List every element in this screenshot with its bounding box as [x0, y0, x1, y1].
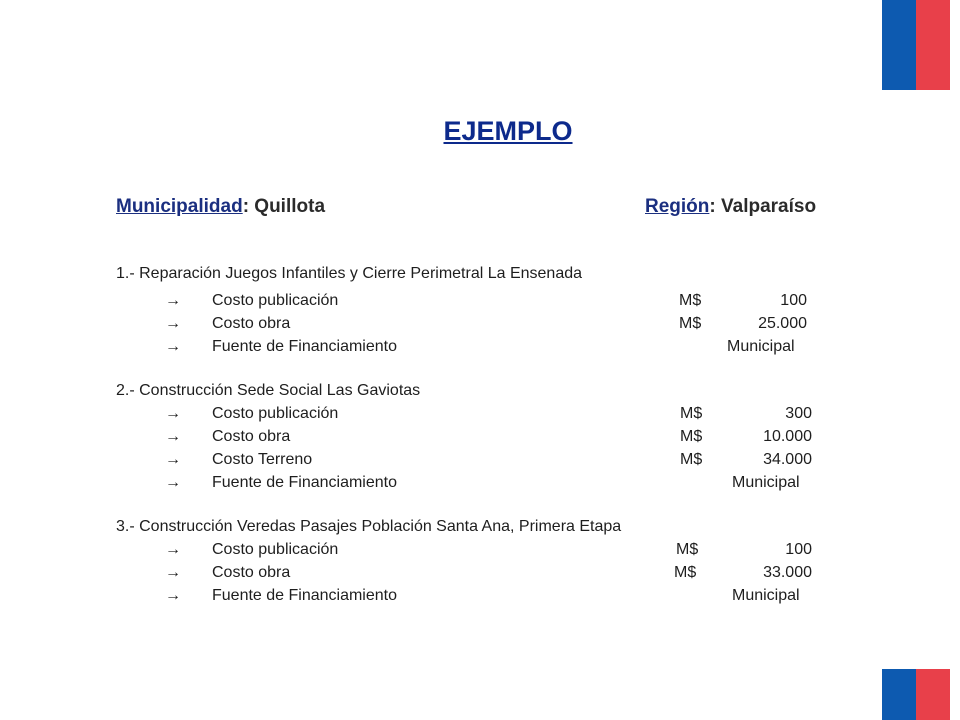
arrow-icon: → — [165, 292, 181, 309]
arrow-icon: → — [165, 587, 181, 604]
cost-label: Costo Terreno — [212, 451, 313, 468]
flag-stripe-bottom — [882, 669, 950, 720]
funding-value: Municipal — [732, 474, 800, 491]
arrow-icon: → — [165, 315, 181, 332]
arrow-icon: → — [165, 338, 181, 355]
region-label: Región — [645, 196, 710, 217]
funding-label: Fuente de Financiamiento — [212, 474, 397, 491]
project-title: 2.- Construcción Sede Social Las Gaviotas — [116, 382, 421, 399]
cost-label: Costo publicación — [212, 405, 339, 422]
cost-currency: M$ — [680, 428, 703, 445]
flag-blue-band — [882, 0, 916, 90]
cost-label: Costo publicación — [212, 541, 339, 558]
funding-value: Municipal — [727, 338, 795, 355]
flag-red-band — [916, 669, 950, 720]
region-header — [645, 196, 816, 218]
arrow-icon: → — [165, 541, 181, 558]
arrow-icon: → — [165, 474, 181, 491]
page-title: EJEMPLO — [443, 116, 573, 146]
funding-label: Fuente de Financiamiento — [212, 587, 397, 604]
municipality-value: : Quillota — [242, 196, 326, 217]
cost-currency: M$ — [676, 541, 699, 558]
funding-label: Fuente de Financiamiento — [212, 338, 397, 355]
cost-currency: M$ — [679, 292, 702, 309]
arrow-icon: → — [165, 451, 181, 468]
region-value: : Valparaíso — [709, 196, 817, 217]
cost-label: Costo publicación — [212, 292, 339, 309]
cost-label: Costo obra — [212, 564, 291, 581]
cost-value: 33.000 — [763, 564, 812, 581]
cost-value: 100 — [780, 292, 807, 309]
municipality-header — [116, 196, 325, 218]
cost-value: 34.000 — [763, 451, 812, 468]
flag-red-band — [916, 0, 950, 90]
arrow-icon: → — [165, 428, 181, 445]
cost-currency: M$ — [680, 451, 703, 468]
cost-currency: M$ — [679, 315, 702, 332]
cost-value: 100 — [785, 541, 812, 558]
cost-currency: M$ — [680, 405, 703, 422]
cost-value: 25.000 — [758, 315, 807, 332]
cost-label: Costo obra — [212, 315, 291, 332]
municipality-label: Municipalidad — [116, 196, 243, 217]
cost-currency: M$ — [674, 564, 697, 581]
flag-blue-band — [882, 669, 916, 720]
arrow-icon: → — [165, 405, 181, 422]
project-title: 1.- Reparación Juegos Infantiles y Cierre Perimetral La Ensenada — [116, 265, 583, 282]
flag-stripe-top — [882, 0, 950, 90]
funding-value: Municipal — [732, 587, 800, 604]
project-title: 3.- Construcción Veredas Pasajes Población Santa Ana, Primera Etapa — [116, 518, 622, 535]
arrow-icon: → — [165, 564, 181, 581]
cost-value: 300 — [785, 405, 812, 422]
cost-label: Costo obra — [212, 428, 291, 445]
cost-value: 10.000 — [763, 428, 812, 445]
